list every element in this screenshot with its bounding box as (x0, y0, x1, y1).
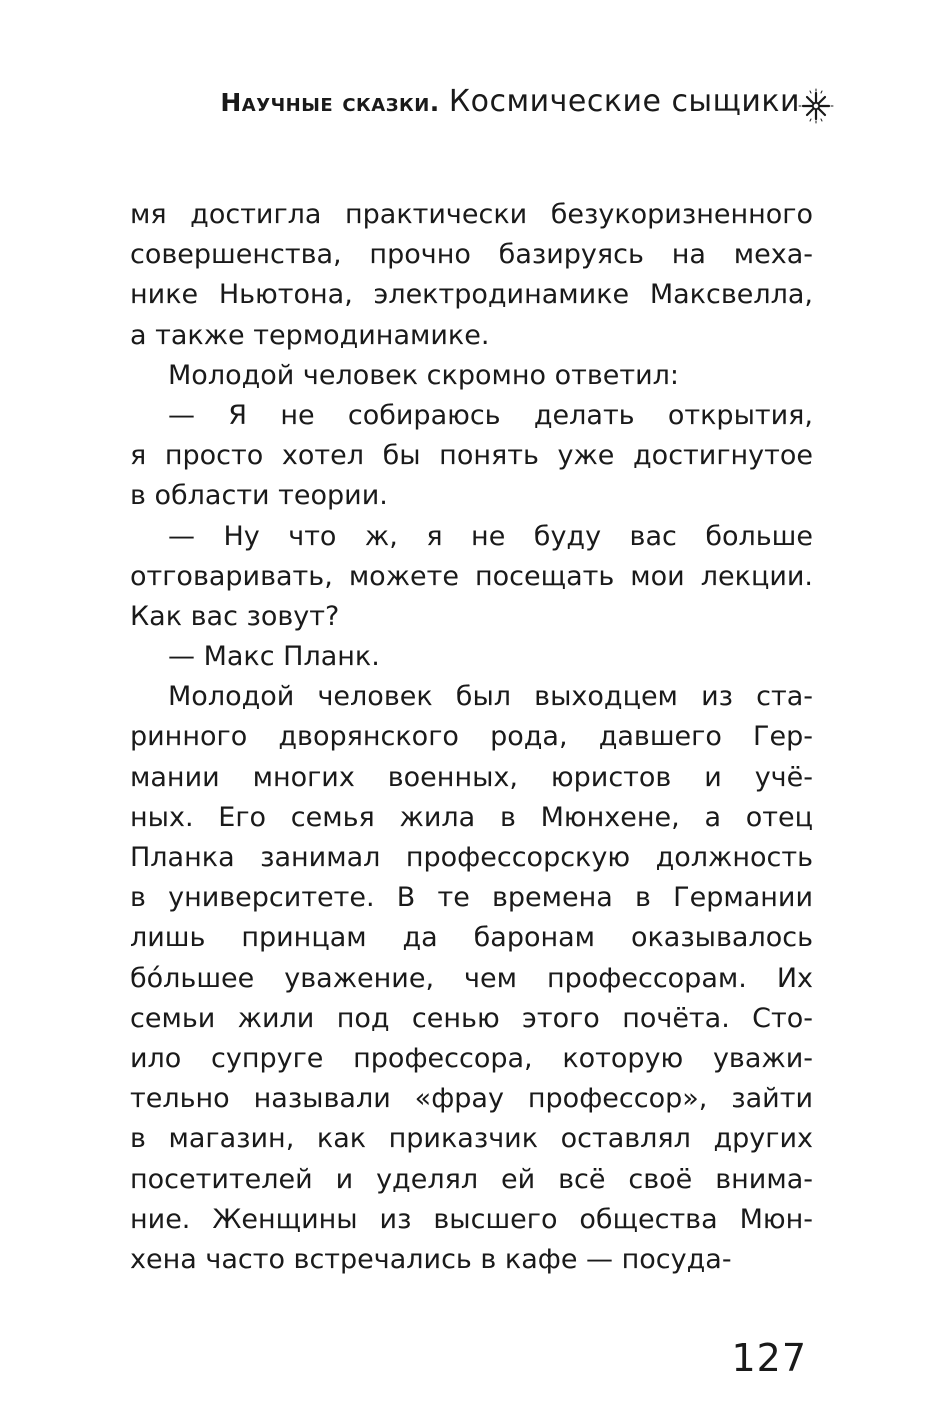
text-line: мя достигла практически безукоризненного (130, 199, 813, 230)
text-line: семьи жили под сенью этого почёта. Сто- (130, 1002, 813, 1034)
series-name: Научные сказки. (220, 88, 440, 117)
text-line: — Макс Планк. (168, 641, 380, 673)
page-number: 127 (731, 1336, 807, 1380)
text-line: в университете. В те времена в Германии (130, 882, 813, 914)
text-line: Молодой человек был выходцем из ста- (168, 681, 813, 713)
text-line: в магазин, как приказчик оставлял других (130, 1123, 813, 1155)
text-line: — Я не собираюсь делать открытия, (168, 399, 813, 431)
text-line: я просто хотел бы понять уже достигнутое (130, 440, 813, 472)
text-line: а также термодинамике. (130, 319, 490, 351)
text-line: бо́льшее уважение, чем профессорам. Их (130, 962, 813, 994)
text-line: Как вас зовут? (130, 600, 340, 632)
star-icon (798, 88, 834, 124)
text-line: Планка занимал профессорскую должность (130, 842, 813, 873)
text-line: в области теории. (130, 480, 388, 512)
text-line: ринного дворянского рода, давшего Гер- (130, 721, 813, 753)
text-line: мании многих военных, юристов и учё- (130, 761, 813, 793)
book-title: Космические сыщики (448, 84, 800, 119)
text-line: тельно называли «фрау профессор», зайти (130, 1083, 813, 1115)
text-line: Молодой человек скромно ответил: (168, 359, 679, 391)
text-line: ило супруге профессора, которую уважи- (130, 1042, 813, 1074)
text-line: ных. Его семья жила в Мюнхене, а отец (130, 801, 813, 833)
text-line: нике Ньютона, электродинамике Максвелла, (130, 279, 813, 311)
page-body (130, 195, 813, 1280)
text-line: хена часто встречались в кафе — посуда- (130, 1243, 732, 1275)
text-line: посетителей и уделял ей всё своё внима- (130, 1163, 813, 1195)
text-line: ние. Женщины из высшего общества Мюн- (130, 1203, 813, 1235)
running-header (0, 84, 800, 128)
text-line: отговаривать, можете посещать мои лекции. (130, 560, 813, 592)
text-line: лишь принцам да баронам оказывалось (130, 922, 813, 954)
text-line: совершенства, прочно базируясь на меха- (130, 239, 813, 271)
text-line: — Ну что ж, я не буду вас больше (168, 520, 813, 552)
